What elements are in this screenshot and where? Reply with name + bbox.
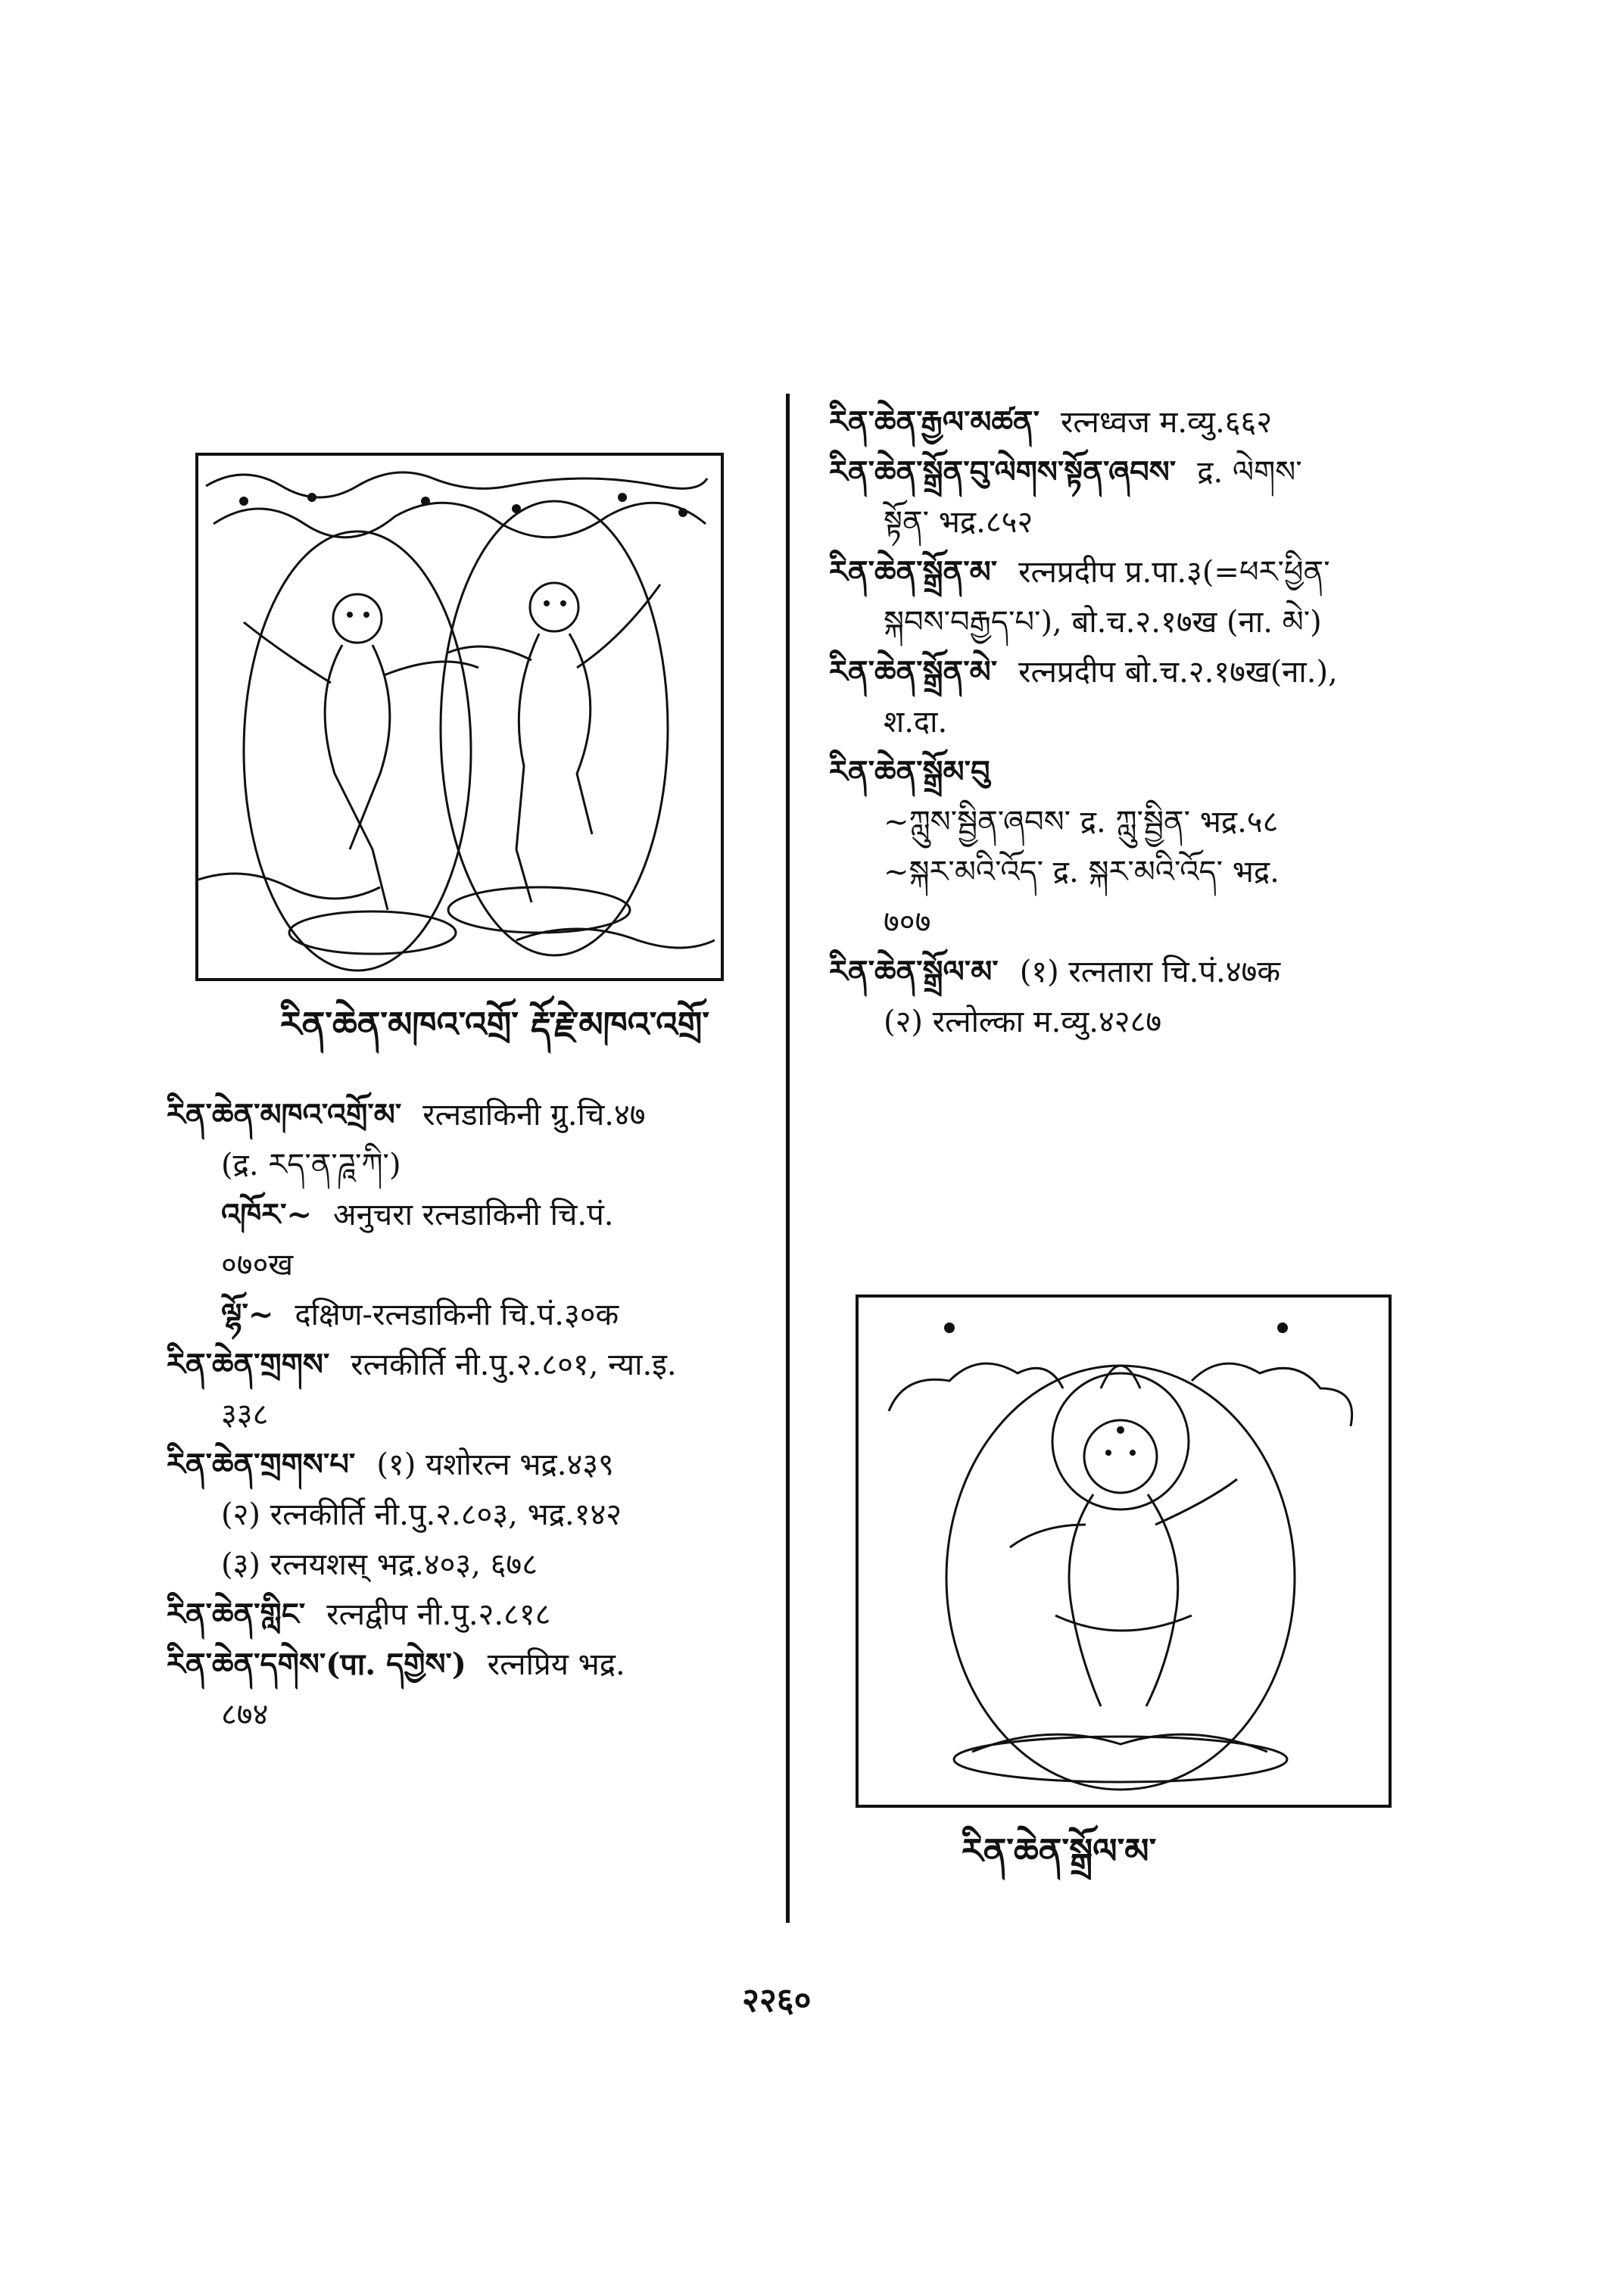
entry-gloss: (१) रत्नतारा चि.पं.४७क <box>1019 955 1281 989</box>
entry-gloss: दक्षिण-रत्नडाकिनी चि.पं.३०क <box>295 1298 619 1332</box>
entry-headword: འཁོར་~ <box>221 1197 313 1232</box>
entry-headword: རིན་ཆེན་རྒྱལ་མཚན་ <box>829 404 1040 440</box>
entry-gloss: अनुचरा रत्नडाकिनी चि.पं. <box>333 1198 614 1232</box>
figure-caption-bottom-right: རིན་ཆེན་སྒྲོལ་མ་ <box>962 1830 1157 1871</box>
entry <box>829 547 1465 647</box>
entry <box>167 1290 787 1340</box>
entry-headword: རིན་ཆེན་གླིང་ <box>167 1597 306 1632</box>
right-column <box>829 397 1465 1047</box>
entry-gloss: द्र. ལེགས་ <box>1197 455 1302 490</box>
entry-headword: རིན་ཆེན་སྒྲོལ་མ་ <box>829 954 999 989</box>
entry <box>829 397 1465 447</box>
entry-continuation: སྐབས་བརྒྱད་པ་), बो.च.२.१७ख (ना. མེ་) <box>884 605 1322 640</box>
entry-headword: རིན་ཆེན་སྒྲོན་བུ་ལེགས་སྟོན་ཞབས་ <box>829 454 1177 490</box>
entry-gloss: रत्नद्वीप नी.पु.२.८१८ <box>326 1597 551 1632</box>
entry <box>829 747 1465 947</box>
entry-headword: རིན་ཆེན་གྲགས་པ་ <box>167 1447 356 1482</box>
entry-sub-item: ७०७ <box>884 905 931 939</box>
entry-gloss: रत्नडाकिनी ग्रु.चि.४७ <box>422 1098 646 1132</box>
entry <box>167 1590 787 1640</box>
entry <box>829 947 1465 1047</box>
entry-continuation: ०७०ख <box>221 1248 294 1282</box>
entry-headword: རིན་ཆེན་གྲགས་ <box>167 1347 330 1382</box>
dakini-line-drawing <box>198 456 715 972</box>
entry <box>829 647 1465 747</box>
entry-headword: རིན་ཆེན་སྒྲོན་མེ་ <box>829 654 998 690</box>
left-column <box>167 1090 787 1740</box>
entry-gloss: रत्नकीर्ति नी.पु.२.८०१, न्या.इ. <box>351 1347 677 1382</box>
entry-continuation: ८७४ <box>221 1697 269 1732</box>
figure-caption-top-left: རིན་ཆེན་མཁའ་འགྲོ་ རྡོ་རྗེ་མཁའ་འགྲོ་ <box>280 1004 710 1045</box>
illustration-dancing-dakinis <box>195 453 724 981</box>
entry-sub-item: ~སྐར་མའི་འོད་ द्र. སྐར་མའི་འོད་ भद्र. <box>884 855 1280 889</box>
entry-headword: རིན་ཆེན་སྒྲོན་མ་ <box>829 554 998 590</box>
entry-sub-item: ~ཀླུས་སྦྱིན་ཞབས་ द्र. ཀླུ་སྦྱིན་ भद्र.५८ <box>884 805 1279 840</box>
entry-headword: ལྷོ་~ <box>221 1297 274 1332</box>
entry-continuation: སྟོན་ भद्र.८५२ <box>884 505 1033 540</box>
tara-line-drawing <box>859 1298 1382 1799</box>
entry-sub-item: (२) रत्नकीर्ति नी.पु.२.८०३, भद्र.१४२ <box>221 1497 622 1532</box>
entry-sub-item: (३) रत्नयशस् भद्र.४०३, ६७८ <box>221 1547 538 1582</box>
illustration-ratna-tara <box>856 1294 1392 1808</box>
entry <box>167 1190 787 1290</box>
entry-headword: རིན་ཆེན་སྒྲོམ་བུ <box>829 754 990 790</box>
entry <box>167 1640 787 1740</box>
entry-gloss: रत्नप्रिय भद्र. <box>487 1647 625 1682</box>
entry-continuation: (द्र. རད་ན་ཌཱ་ཀི་) <box>221 1148 401 1182</box>
entry <box>167 1340 787 1440</box>
page-number: २२६० <box>742 1981 812 2020</box>
entry-gloss: रत्नप्रदीप प्र.पा.३(=ཕར་ཕྱིན་ <box>1018 555 1330 590</box>
entry <box>829 447 1465 547</box>
entry <box>167 1090 787 1190</box>
entry-continuation: (२) रत्नोल्का म.व्यु.४२८७ <box>884 1005 1162 1039</box>
entry-gloss: (१) यशोरत्न भद्र.४३९ <box>376 1447 614 1482</box>
entry-continuation: ३३८ <box>221 1397 269 1432</box>
entry-continuation: श.दा. <box>884 705 948 740</box>
entry-headword: རིན་ཆེན་དགེས་(पा. དགྱེས་) <box>167 1647 466 1682</box>
entry-gloss: रत्नध्वज म.व्यु.६६२ <box>1061 405 1273 440</box>
entry-gloss: रत्नप्रदीप बो.च.२.१७ख(ना.), <box>1018 655 1338 690</box>
entry-headword: རིན་ཆེན་མཁའ་འགྲོ་མ་ <box>167 1097 402 1132</box>
entry <box>167 1440 787 1590</box>
